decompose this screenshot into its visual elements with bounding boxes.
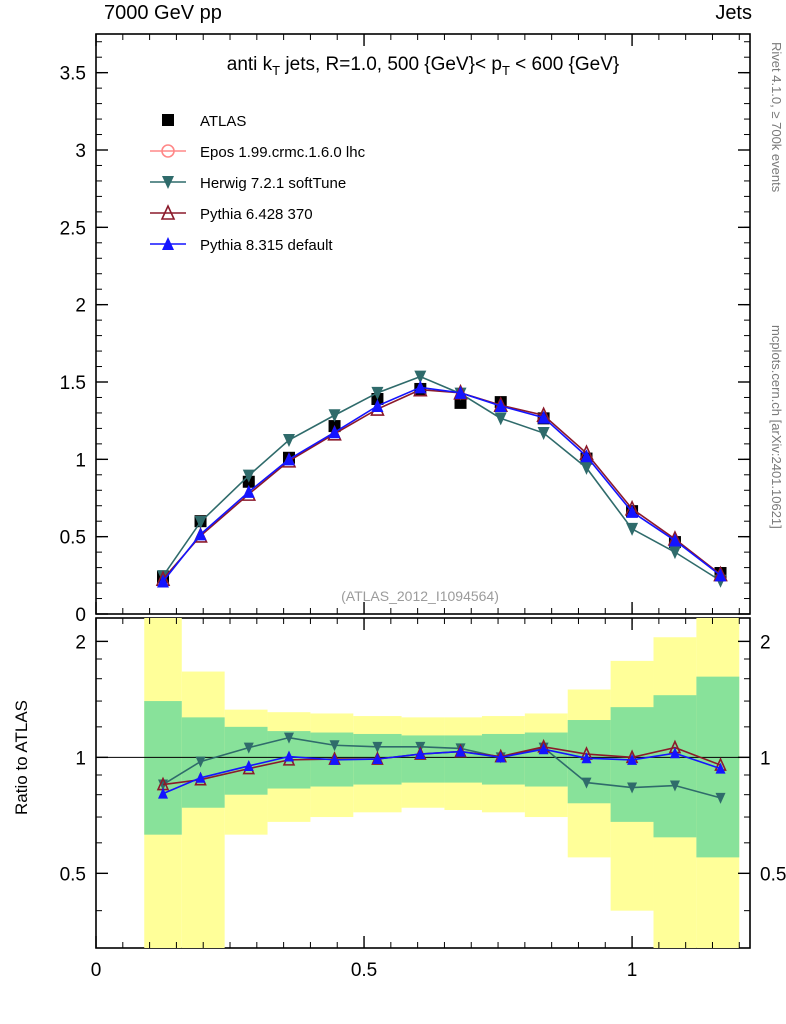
y-tick-label: 2 <box>75 295 86 317</box>
title-part-b: jets, R=1.0, 500 {GeV}< p <box>280 54 502 75</box>
series-3-markers <box>157 383 727 585</box>
data-point-marker <box>162 114 174 126</box>
y-tick-label: 3 <box>75 141 86 162</box>
ratio-band-green <box>182 717 225 807</box>
x-tick-label: 0.5 <box>350 960 378 981</box>
data-point-marker <box>538 427 550 440</box>
watermark-label: (ATLAS_2012_I1094564) <box>341 588 499 604</box>
ratio-band-green <box>654 695 697 837</box>
legend-entry <box>150 144 366 161</box>
legend-label: Pythia 8.315 default <box>200 237 333 254</box>
y-tick-label: 0.5 <box>59 527 86 549</box>
data-point-marker <box>626 523 638 536</box>
data-point-marker <box>283 434 295 447</box>
series-2-markers <box>157 371 727 588</box>
x-tick-label: 1 <box>626 960 638 981</box>
chart-title <box>96 54 750 78</box>
ratio-axis-label: Ratio to ATLAS <box>12 700 31 815</box>
ratio-band-green <box>225 727 268 795</box>
legend-label: Epos 1.99.crmc.1.6.0 lhc <box>200 144 366 161</box>
ratio-y-tick-label-right: 0.5 <box>760 864 786 886</box>
legend-entry <box>150 237 333 254</box>
series-4-markers <box>157 380 727 587</box>
title-sub-1: T <box>272 62 281 78</box>
x-tick-label: 0 <box>90 960 102 981</box>
ratio-band-green <box>444 735 482 782</box>
y-tick-label: 1.5 <box>59 373 86 394</box>
y-tick-label: 2.5 <box>59 218 86 240</box>
ratio-y-tick-label-right: 2 <box>760 632 771 654</box>
legend-entry <box>150 175 346 192</box>
title-part-a: anti k <box>226 54 273 75</box>
ratio-band-green <box>525 733 568 787</box>
side-label-rivet: Rivet 4.1.0, ≥ 700k events <box>769 42 784 193</box>
side-label-mcplots: mcplots.cern.ch [arXiv:2401.10621] <box>769 325 784 529</box>
legend-label: ATLAS <box>200 113 247 130</box>
y-tick-label: 3.5 <box>59 63 86 85</box>
ratio-band-green <box>144 701 182 835</box>
legend-label: Herwig 7.2.1 softTune <box>200 175 347 192</box>
data-point-marker <box>495 412 507 425</box>
series-0-markers <box>157 383 727 583</box>
y-tick-label: 1 <box>75 450 86 472</box>
header-left: 7000 GeV pp <box>104 2 222 24</box>
ratio-band-yellow <box>182 672 225 948</box>
ratio-y-tick-label: 2 <box>75 632 86 654</box>
series-line <box>163 377 721 581</box>
title-sub-2: T <box>501 62 510 78</box>
ratio-y-tick-label: 1 <box>75 748 86 770</box>
y-tick-label: 0 <box>75 605 86 626</box>
title-part-c: < 600 {GeV} <box>509 54 620 75</box>
header-right: Jets <box>715 2 752 24</box>
ratio-y-tick-label-right: 1 <box>760 748 771 770</box>
legend-entry <box>150 206 313 223</box>
data-point-marker <box>669 546 681 559</box>
legend-label: Pythia 6.428 370 <box>200 206 313 223</box>
ratio-y-tick-label: 0.5 <box>59 864 86 886</box>
legend-entry <box>162 113 246 130</box>
